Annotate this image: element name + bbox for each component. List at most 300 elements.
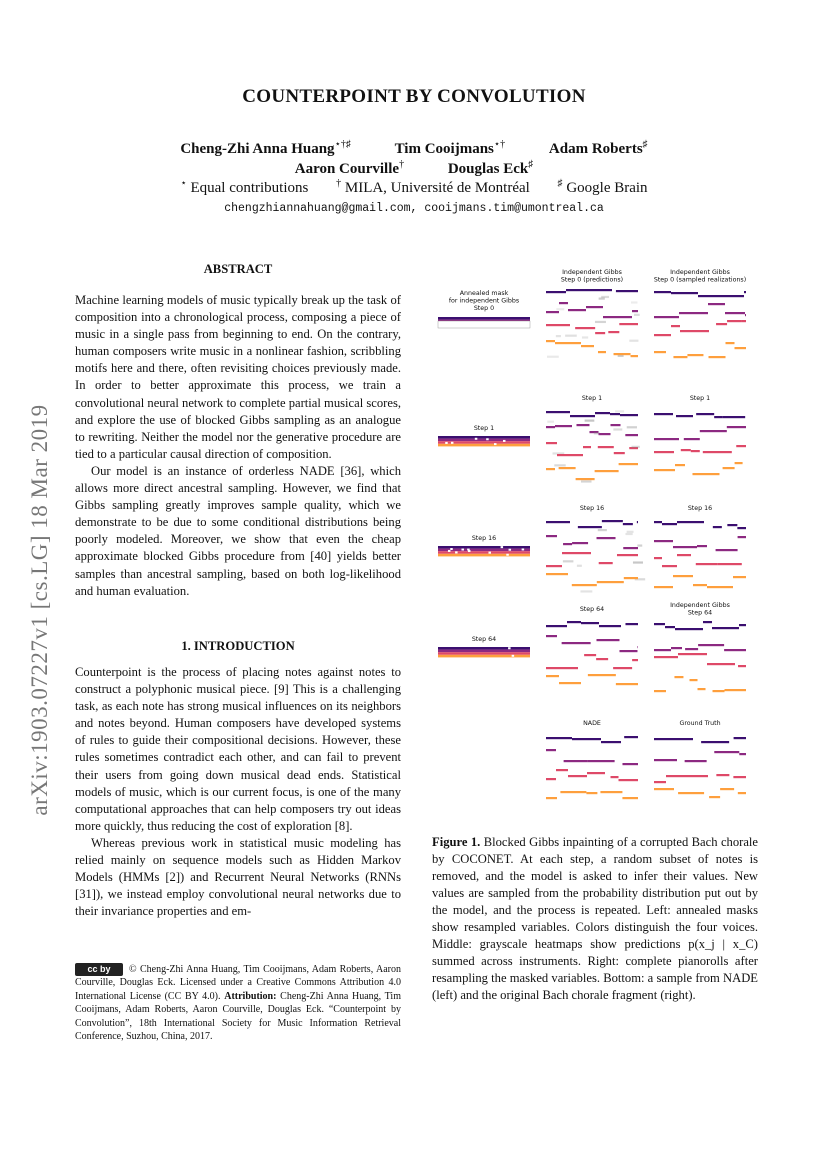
mask-band [438, 655, 530, 658]
note [654, 540, 673, 542]
note [556, 769, 568, 771]
note [546, 565, 562, 567]
mask-hole [522, 548, 525, 550]
note [673, 546, 697, 548]
note [616, 683, 638, 685]
note [632, 310, 638, 312]
note [546, 749, 556, 751]
heat-cell [556, 308, 564, 310]
note [654, 521, 662, 523]
note [555, 342, 581, 344]
note [654, 781, 666, 783]
heat-cell [581, 480, 592, 482]
intro-paragraph: Whereas previous work in statistical music modeling has relied mainly on sequence models such as Hidden Markov Models (HMMs [2]) and Recurrent Neural Networks (RNNs [31]), we instead employ convolutional neural networks due to their invariance properties and em- [75, 835, 401, 919]
author-name: Cheng-Zhi Anna Huang⋆†♯ [180, 139, 351, 157]
note [713, 526, 722, 528]
note [599, 562, 613, 564]
note [546, 573, 568, 575]
figure-1 [432, 262, 762, 802]
note [614, 353, 631, 355]
note [654, 438, 679, 440]
note [735, 462, 743, 464]
note [581, 345, 594, 347]
heat-cell [634, 314, 640, 316]
note [546, 442, 557, 444]
mask-hole [503, 440, 506, 442]
mask-label: Annealed mask [459, 290, 509, 297]
note [597, 581, 624, 583]
note [546, 340, 555, 342]
note [665, 626, 675, 628]
note [675, 464, 685, 466]
heat-cell [625, 533, 632, 535]
note [586, 306, 603, 308]
note [619, 779, 638, 781]
heat-cell [577, 565, 582, 567]
note [567, 621, 581, 623]
mask-hole [450, 548, 453, 550]
note [662, 565, 677, 567]
note [555, 425, 572, 427]
note [595, 289, 612, 291]
note [733, 576, 746, 578]
note [625, 623, 638, 625]
mask-hole [506, 554, 509, 556]
note [557, 454, 583, 456]
note [619, 650, 637, 652]
heat-cell [631, 301, 637, 303]
note [603, 316, 632, 318]
note [712, 627, 739, 629]
heat-cell [615, 410, 624, 412]
note [682, 775, 708, 777]
note [624, 577, 638, 579]
mask-hole [512, 655, 515, 657]
mask-band [438, 551, 530, 554]
note [568, 309, 586, 311]
author-emails: chengzhiannahuang@gmail.com, cooijmans.tim@umontreal.ca [224, 202, 604, 215]
note [677, 521, 704, 523]
note [700, 430, 727, 432]
note [595, 470, 619, 472]
note [546, 635, 557, 637]
note [578, 526, 602, 528]
mask-hole [501, 546, 504, 548]
note [692, 473, 719, 475]
abstract-paragraph: Our model is an instance of orderless NADE [36], which allows more direct ancestral sampling. However, we find that Gibbs sampling greatly improves sample quality, which we demonstrate to be due to some conditional distributions being poorly modeled. Moreover, we show that even the cheap approximate blocked Gibbs procedure from [40] yields better samples than ancestral sampling, based on both log-likelihood and human evaluation. [75, 463, 401, 598]
note [581, 622, 599, 624]
note [575, 327, 595, 329]
note [596, 639, 619, 641]
note [697, 545, 707, 547]
note [598, 351, 606, 353]
note [739, 624, 746, 626]
note [714, 416, 722, 418]
note [598, 433, 610, 435]
heat-cell [633, 561, 643, 563]
author-name: Adam Roberts♯ [548, 139, 648, 157]
note [681, 449, 691, 451]
note [678, 792, 704, 794]
note [654, 451, 674, 453]
note [725, 312, 745, 314]
abstract-body [75, 292, 401, 600]
note [616, 290, 638, 292]
panel-title: Independent Gibbs [670, 602, 730, 609]
note [546, 324, 570, 326]
heat-cell [627, 426, 637, 428]
note [722, 416, 745, 418]
note [654, 738, 664, 740]
note [610, 413, 620, 415]
note [727, 524, 737, 526]
note [619, 323, 638, 325]
note [588, 760, 615, 762]
arxiv-stamp: arXiv:1903.07227v1 [cs.LG] 18 Mar 2019 [27, 404, 52, 816]
note [654, 469, 675, 471]
note [673, 356, 687, 358]
note [546, 778, 556, 780]
mask-band [438, 650, 530, 653]
note [654, 557, 662, 559]
note [664, 738, 693, 740]
note [654, 334, 671, 336]
license-footnote: cc by © Cheng-Zhi Anna Huang, Tim Cooijmans, Adam Roberts, Aaron Courville, Douglas Eck. Licensed under a Creative Commons Attribution 4.0 International License (CC BY 4.0). Attribution: Cheng-Zhi Anna Huang, Tim Cooijmans, Adam Roberts, Aaron Courville, Douglas Eck. “Counterpoint by Convolution”, 18th International Society for Music Information Retrieval Conference, Suzhou, China, 2017. [75, 964, 401, 1043]
note [559, 302, 568, 304]
note [708, 295, 726, 297]
note [654, 351, 666, 353]
note [716, 323, 727, 325]
note [623, 523, 633, 525]
affiliation: ♯ Google Brain [557, 178, 648, 196]
note [691, 450, 700, 452]
note [707, 586, 717, 588]
heat-cell [629, 340, 638, 342]
mask-band [438, 444, 530, 447]
mask-band [438, 647, 530, 650]
note [576, 478, 595, 480]
authors-line-1 [0, 139, 828, 158]
note [678, 653, 707, 655]
note [662, 523, 677, 525]
note [555, 411, 570, 413]
affiliations [0, 178, 828, 197]
mask-hole [486, 438, 489, 440]
heat-cell [627, 531, 634, 533]
note [674, 676, 683, 678]
note [696, 563, 718, 565]
note [631, 355, 638, 357]
note [560, 791, 586, 793]
note [572, 584, 597, 586]
note [564, 760, 588, 762]
note [698, 688, 706, 690]
note [726, 342, 735, 344]
note [600, 791, 622, 793]
affiliation: † MILA, Université de Montréal [336, 178, 530, 196]
note [546, 737, 572, 739]
note [562, 552, 591, 554]
note [597, 537, 616, 539]
panel-title: Step 64 [579, 606, 605, 613]
mask-band [438, 554, 530, 557]
note [559, 467, 576, 469]
note [588, 674, 616, 676]
note [716, 774, 729, 776]
mask-band [438, 436, 530, 439]
note [546, 291, 566, 293]
mask-hole [475, 438, 478, 440]
note [684, 438, 700, 440]
note [675, 628, 703, 630]
note [622, 763, 638, 765]
mask-hole [494, 443, 497, 445]
mask-label: Step 1 [473, 425, 495, 432]
note [666, 775, 682, 777]
note [734, 737, 746, 739]
note [709, 356, 726, 358]
panel-title: Step 16 [579, 505, 605, 512]
note [726, 295, 744, 297]
note [546, 468, 555, 470]
note [546, 521, 570, 523]
note [738, 665, 746, 667]
note [610, 424, 620, 426]
note [546, 311, 559, 313]
note [595, 332, 605, 334]
note [703, 451, 732, 453]
note [596, 658, 608, 660]
mask-blank [438, 321, 530, 328]
note [676, 415, 693, 417]
mask-band [438, 652, 530, 655]
note [690, 679, 698, 681]
note [602, 520, 623, 522]
note [623, 547, 638, 549]
note [727, 320, 741, 322]
note [654, 788, 674, 790]
note [613, 667, 632, 669]
note [637, 646, 638, 648]
note [617, 554, 638, 556]
panel-title: Step 0 (sampled realizations) [653, 276, 747, 284]
note [707, 663, 735, 665]
note [654, 413, 664, 415]
panel-title: Ground Truth [679, 720, 721, 727]
note [568, 775, 587, 777]
heat-cell [554, 464, 565, 466]
mask-label: for independent Gibbs [448, 297, 520, 305]
panel-title: Step 16 [687, 505, 713, 512]
note [693, 584, 707, 586]
abstract-paragraph: Machine learning models of music typically break up the task of composition into a chronological process, composing a piece of music in a single pass from beginning to end. On the contrary, human composers write music in a nonlinear fashion, scribbling motifs here and there, often revisiting choices previously made. In order to better approximate this process, we train a convolutional neural network to complete partial musical scores, and explore the use of blocked Gibbs sampling as an analogue to rewriting. Neither the model nor the generative procedure are tied to a particular causal direction of composition. [75, 293, 401, 461]
note [664, 413, 673, 415]
note [673, 575, 693, 577]
note [619, 463, 638, 465]
note [546, 675, 559, 677]
note [741, 320, 746, 322]
note [546, 426, 555, 428]
note [736, 445, 746, 447]
note [566, 289, 595, 291]
note [546, 797, 557, 799]
note [637, 521, 638, 523]
note [725, 689, 746, 691]
note [559, 682, 581, 684]
note [708, 303, 725, 305]
note [671, 325, 680, 327]
mask-hole [461, 548, 464, 550]
note [654, 316, 679, 318]
mask-label: Step 16 [471, 535, 497, 542]
note [598, 446, 614, 448]
cc-by-badge: cc by [75, 963, 123, 976]
heat-cell [598, 529, 607, 531]
note [744, 291, 746, 293]
note [546, 625, 567, 627]
heat-cell [637, 544, 642, 546]
mask-hole [455, 551, 458, 553]
heat-cell [585, 419, 595, 421]
note [572, 738, 601, 740]
panel-title: Step 0 (predictions) [560, 276, 624, 284]
panel-title: Step 64 [687, 609, 713, 617]
note [586, 792, 597, 794]
note [611, 776, 619, 778]
note [576, 424, 589, 426]
heat-cell [601, 296, 609, 298]
paper-title: COUNTERPOINT BY CONVOLUTION [242, 86, 586, 107]
mask-label: Step 0 [473, 305, 495, 312]
note [546, 411, 555, 413]
heat-cell [580, 590, 592, 592]
panel-title: Independent Gibbs [562, 269, 622, 276]
note [677, 554, 691, 556]
mask-hole [445, 442, 448, 444]
note [562, 642, 591, 644]
heat-cell [563, 560, 574, 562]
note [680, 330, 709, 332]
panel-title: NADE [583, 720, 601, 727]
note [723, 467, 735, 469]
note [620, 414, 638, 416]
note [696, 413, 714, 415]
note [701, 741, 729, 743]
note [654, 586, 673, 588]
note [727, 426, 746, 428]
note [679, 312, 708, 314]
note [584, 654, 596, 656]
mask-hole [508, 647, 511, 649]
introduction-body [75, 664, 401, 920]
note [601, 741, 621, 743]
abstract-heading: ABSTRACT [203, 262, 273, 276]
heat-cell [565, 335, 577, 337]
panel-title: Independent Gibbs [670, 269, 730, 276]
note [624, 736, 638, 738]
note [654, 656, 678, 658]
note [717, 586, 733, 588]
mask-hole [467, 549, 470, 551]
note [709, 796, 720, 798]
intro-paragraph: Counterpoint is the process of placing notes against notes to construct a polyphonic musical piece. [9] This is a challenging task, as each note has strong musical influences on its neighbors and notes beyond. Human composers have developed systems of rules to guide their compositional decisions. However, these rules sometimes contradict each other, and can fail to prevent their users from going down musical dead ends. Statistical models of music, which is our current focus, is one of the many computational approaches that can help composers try out ideas more quickly, thus reducing the cost of exploration [8]. [75, 665, 401, 833]
author-name: Aaron Courville† [294, 159, 405, 177]
note [570, 415, 595, 417]
mask-hole [509, 549, 512, 551]
note [720, 788, 734, 790]
note [654, 690, 666, 692]
note [583, 446, 591, 448]
note [671, 647, 682, 649]
note [555, 667, 578, 669]
note [735, 347, 746, 349]
heat-cell [582, 336, 588, 338]
note [745, 314, 746, 316]
note [713, 690, 725, 692]
note [698, 644, 724, 646]
mask-hole [448, 550, 450, 552]
note [654, 649, 671, 651]
heat-cell [556, 335, 561, 337]
note [654, 291, 671, 293]
note [685, 648, 698, 650]
note [738, 536, 746, 538]
note [572, 542, 588, 544]
note [622, 797, 638, 799]
note [608, 331, 619, 333]
panel-title: Step 1 [689, 395, 711, 402]
note [654, 759, 677, 761]
mask-hole [451, 442, 454, 444]
heat-cell [632, 446, 640, 448]
affiliation: ⋆ Equal contributions [180, 178, 309, 196]
heat-cell [547, 421, 554, 423]
note [718, 563, 742, 565]
introduction-heading: 1. INTRODUCTION [181, 639, 295, 653]
figure-caption: Figure 1. Blocked Gibbs inpainting of a corrupted Bach chorale by COCONET. At each step, a random subset of notes is removed, and the model is asked to infer their values. New values are sampled from the probability distribution put out by the model, and the process is repeated. Left: annealed masks show resampled variables. Colors distinguish the four voices. Middle: grayscale heatmaps show predictions p(x_j | x_C) summed across instruments. Right: complete pianorolls after resampling the masked variables. Bottom: a sample from NADE (left) and the original Bach chorale fragment (right). [432, 835, 759, 1002]
note [703, 621, 712, 623]
note [716, 549, 738, 551]
note [546, 667, 555, 669]
panel-title: Step 1 [581, 395, 603, 402]
note [599, 625, 621, 627]
note [724, 649, 746, 651]
author-name: Douglas Eck♯ [447, 159, 534, 177]
note [632, 659, 638, 661]
note [595, 412, 610, 414]
heat-cell [595, 321, 606, 323]
note [739, 753, 746, 755]
note [671, 292, 698, 294]
note [563, 543, 572, 545]
note [687, 354, 703, 356]
mask-band [438, 317, 530, 320]
author-name: Tim Cooijmans⋆† [394, 139, 506, 157]
note [714, 751, 739, 753]
note [625, 434, 638, 436]
heat-cell [547, 356, 559, 358]
note [654, 623, 665, 625]
mask-band [438, 439, 530, 442]
mask-label: Step 64 [471, 636, 497, 643]
note [685, 760, 707, 762]
note [546, 535, 557, 537]
heat-cell [613, 428, 622, 430]
note [737, 527, 746, 529]
mask-hole [488, 552, 491, 554]
note [698, 295, 708, 297]
note [614, 452, 625, 454]
